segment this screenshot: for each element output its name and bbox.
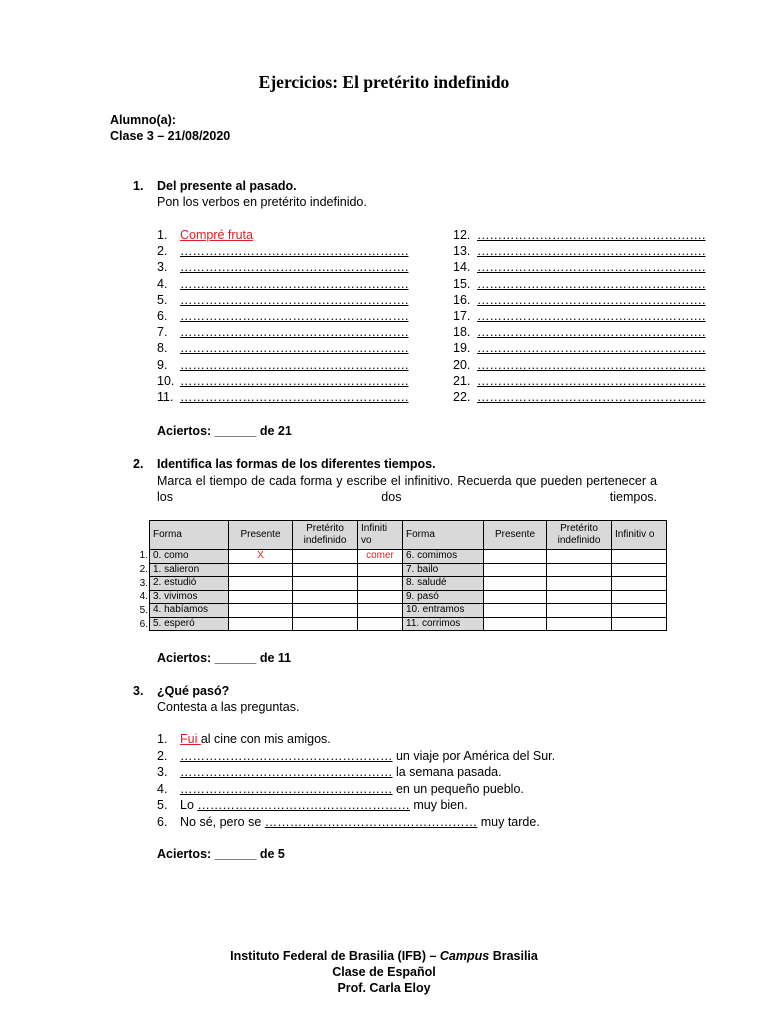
ex1-item-number: 13. (453, 244, 471, 259)
ex1-blank: ………………………………………………. (477, 341, 706, 356)
infinitivo-a-cell (358, 617, 403, 631)
ex1-blank: ………………………………………………. (180, 373, 409, 388)
table-row (150, 563, 667, 577)
ex3-item-text: al cine con mis amigos. (200, 732, 331, 746)
presente-b-cell (484, 617, 547, 631)
class-label: Clase 3 – 21/08/2020 (110, 129, 231, 143)
ex2-instruction: Marca el tiempo de cada forma y escribe el infinitivo. Recuerda que pueden pertenecer a los dos tiempos. (157, 474, 657, 504)
ex3-instruction: Contesta a las preguntas. (157, 700, 300, 714)
ex1-blank: ………………………………………………. (477, 357, 706, 372)
ex1-answer: Compré fruta (180, 228, 253, 242)
ex1-item-number: 17. (453, 309, 471, 323)
forma-a-cell: 4. habíamos (150, 604, 229, 618)
ex1-blank: ………………………………………………. (477, 244, 706, 259)
infinitivo-a-cell (358, 563, 403, 577)
preterito-a-cell (293, 590, 358, 604)
infinitivo-b-cell (612, 550, 667, 564)
ex1-blank: ………………………………………………. (180, 390, 409, 404)
table-row-number: 5. (139, 605, 148, 617)
preterito-b-cell (547, 604, 612, 618)
ex3-item-number: 5. (157, 798, 168, 813)
footer-class: Clase de Español (332, 965, 436, 979)
student-label: Alumno(a): (110, 113, 176, 127)
ex3-item (180, 749, 555, 763)
ex1-item-number: 8. (157, 341, 168, 356)
table-row-number: 4. (139, 591, 148, 603)
infinitivo-b-cell (612, 617, 667, 631)
presente-a-cell: X (229, 550, 293, 564)
presente-b-cell (484, 563, 547, 577)
presente-b-cell (484, 590, 547, 604)
ex1-item-number: 15. (453, 276, 471, 291)
table-row-number: 1. (139, 550, 148, 561)
ex1-item-number: 2. (157, 244, 168, 259)
ex3-blank: …………………………………………… (197, 798, 410, 813)
infinitivo-b-cell (612, 577, 667, 591)
ex1-number: 1. (133, 179, 144, 193)
ex3-score: Aciertos: ______ de 5 (157, 847, 285, 861)
ex1-score: Aciertos: ______ de 21 (157, 424, 292, 438)
table-row (150, 577, 667, 591)
ex1-blank: ………………………………………………. (477, 228, 706, 242)
forma-b-cell: 9. pasó (403, 590, 484, 604)
ex1-item-number: 3. (157, 260, 168, 275)
presente-a-cell (229, 590, 293, 604)
presente-b-cell (484, 604, 547, 618)
ex3-item-prefix: No sé, pero se (180, 815, 265, 829)
ex1-blank: ………………………………………………. (477, 373, 706, 388)
preterito-a-cell (293, 563, 358, 577)
infinitivo-b-cell (612, 590, 667, 604)
ex1-blank: ………………………………………………. (477, 260, 706, 275)
ex1-item-number: 11. (157, 390, 174, 404)
ex3-answer: Fui (180, 732, 201, 746)
ex1-blank: ………………………………………………. (180, 357, 409, 372)
ex1-item-number: 9. (157, 357, 168, 372)
ex1-item-number: 16. (453, 292, 471, 307)
ex3-blank: …………………………………………… (180, 765, 393, 780)
ex1-blank: ………………………………………………. (180, 341, 409, 356)
preterito-a-cell (293, 550, 358, 564)
ex1-item-number: 19. (453, 341, 471, 356)
ex3-item-text: muy bien. (409, 798, 468, 813)
forma-a-cell: 2. estudió (150, 577, 229, 591)
header-infinitivo: Infiniti vo (358, 521, 403, 550)
ex3-blank: …………………………………………… (264, 815, 478, 829)
infinitivo-b-cell (612, 563, 667, 577)
ex3-item (180, 732, 331, 746)
preterito-a-cell (293, 577, 358, 591)
forma-a-cell: 0. como (150, 550, 229, 564)
table-row-number: 2. (139, 563, 148, 575)
presente-a-cell (229, 617, 293, 631)
page-title: Ejercicios: El pretérito indefinido (258, 72, 510, 92)
infinitivo-b-cell (612, 604, 667, 618)
table-row (150, 604, 667, 618)
table-row (150, 590, 667, 604)
ex3-number: 3. (133, 684, 144, 698)
ex3-item-number: 6. (157, 815, 168, 829)
forma-b-cell: 8. saludé (403, 577, 484, 591)
header-infinitivo: Infinitiv o (612, 521, 667, 550)
ex1-blank: ………………………………………………. (477, 292, 706, 307)
table-row-number: 6. (139, 619, 148, 630)
ex3-item (180, 765, 502, 779)
header-forma: Forma (403, 521, 484, 550)
ex3-blank: …………………………………………… (180, 781, 393, 796)
forma-b-cell: 11. corrimos (403, 617, 484, 631)
ex1-blank: ………………………………………………. (477, 390, 706, 404)
infinitivo-a-cell (358, 577, 403, 591)
ex1-blank: ………………………………………………. (477, 325, 706, 340)
ex1-item-number: 18. (453, 325, 471, 340)
ex3-item-prefix: Lo (180, 798, 198, 813)
ex1-blank: ………………………………………………. (180, 309, 409, 323)
ex1-blank: ………………………………………………. (180, 325, 409, 340)
footer-professor: Prof. Carla Eloy (337, 981, 431, 995)
ex3-item-text: un viaje por América del Sur. (392, 748, 556, 763)
preterito-b-cell (547, 550, 612, 564)
header-presente: Presente (484, 521, 547, 550)
ex1-blank: ………………………………………………. (477, 309, 706, 323)
table-row (150, 617, 667, 631)
ex1-item-number: 14. (453, 260, 471, 275)
ex1-item-number: 5. (157, 292, 168, 307)
ex1-blank: ………………………………………………. (180, 244, 409, 259)
presente-a-cell (229, 577, 293, 591)
infinitivo-a-cell: comer (358, 550, 403, 564)
ex3-item-number: 4. (157, 781, 168, 796)
footer-institution-a: Instituto Federal de Brasilia (IFB) – (230, 949, 440, 963)
presente-a-cell (229, 604, 293, 618)
ex3-heading: ¿Qué pasó? (157, 684, 230, 698)
forma-b-cell: 6. comimos (403, 550, 484, 564)
presente-b-cell (484, 577, 547, 591)
ex1-blank: ………………………………………………. (180, 260, 409, 275)
ex1-item-number: 12. (453, 228, 471, 242)
ex1-heading: Del presente al pasado. (157, 179, 297, 193)
ex1-instruction: Pon los verbos en pretérito indefinido. (157, 195, 367, 209)
header-forma: Forma (150, 521, 229, 550)
ex3-item-text: muy tarde. (477, 815, 540, 829)
ex1-item-number: 4. (157, 276, 168, 291)
ex2-heading: Identifica las formas de los diferentes tiempos. (157, 457, 436, 471)
ex3-item-text: en un pequeño pueblo. (392, 781, 524, 796)
ex1-item-number: 6. (157, 309, 168, 323)
header-presente: Presente (229, 521, 293, 550)
ex3-item-number: 2. (157, 748, 168, 763)
table-header-row (150, 521, 667, 550)
presente-b-cell (484, 550, 547, 564)
preterito-b-cell (547, 563, 612, 577)
preterito-b-cell (547, 617, 612, 631)
forma-b-cell: 10. entramos (403, 604, 484, 618)
preterito-a-cell (293, 617, 358, 631)
footer-institution-b: Brasilia (489, 949, 538, 963)
header-preterito: Pretérito indefinido (547, 521, 612, 550)
footer-institution (0, 949, 768, 963)
ex1-item-number: 1. (157, 228, 168, 242)
ex1-blank: ………………………………………………. (477, 276, 706, 291)
ex3-item (180, 815, 540, 829)
ex3-item-number: 3. (157, 765, 168, 780)
forma-b-cell: 7. bailo (403, 563, 484, 577)
preterito-b-cell (547, 590, 612, 604)
forma-a-cell: 1. salieron (150, 563, 229, 577)
ex2-number: 2. (133, 457, 144, 471)
ex1-blank: ………………………………………………. (180, 276, 409, 291)
presente-a-cell (229, 563, 293, 577)
ex3-item (180, 798, 468, 812)
preterito-b-cell (547, 577, 612, 591)
infinitivo-a-cell (358, 604, 403, 618)
table-row-number: 3. (139, 577, 148, 589)
ex1-item-number: 7. (157, 325, 168, 340)
preterito-a-cell (293, 604, 358, 618)
ex1-item-number: 10. (157, 373, 175, 388)
ex1-item-number: 21. (453, 373, 471, 388)
table-row (150, 550, 667, 564)
ex1-item-number: 20. (453, 357, 471, 372)
forma-a-cell: 5. esperó (150, 617, 229, 631)
ex3-item-number: 1. (157, 732, 168, 746)
ex3-blank: …………………………………………… (180, 748, 393, 763)
forma-a-cell: 3. vivimos (150, 590, 229, 604)
ex2-score: Aciertos: ______ de 11 (157, 651, 292, 665)
ex1-item-number: 22. (453, 390, 471, 404)
ex3-item (180, 782, 524, 796)
ex3-item-text: la semana pasada. (392, 765, 502, 780)
infinitivo-a-cell (358, 590, 403, 604)
footer-campus: Campus (439, 949, 490, 963)
forms-table (149, 520, 667, 631)
ex1-blank: ………………………………………………. (180, 292, 409, 307)
header-preterito: Pretérito indefinido (293, 521, 358, 550)
